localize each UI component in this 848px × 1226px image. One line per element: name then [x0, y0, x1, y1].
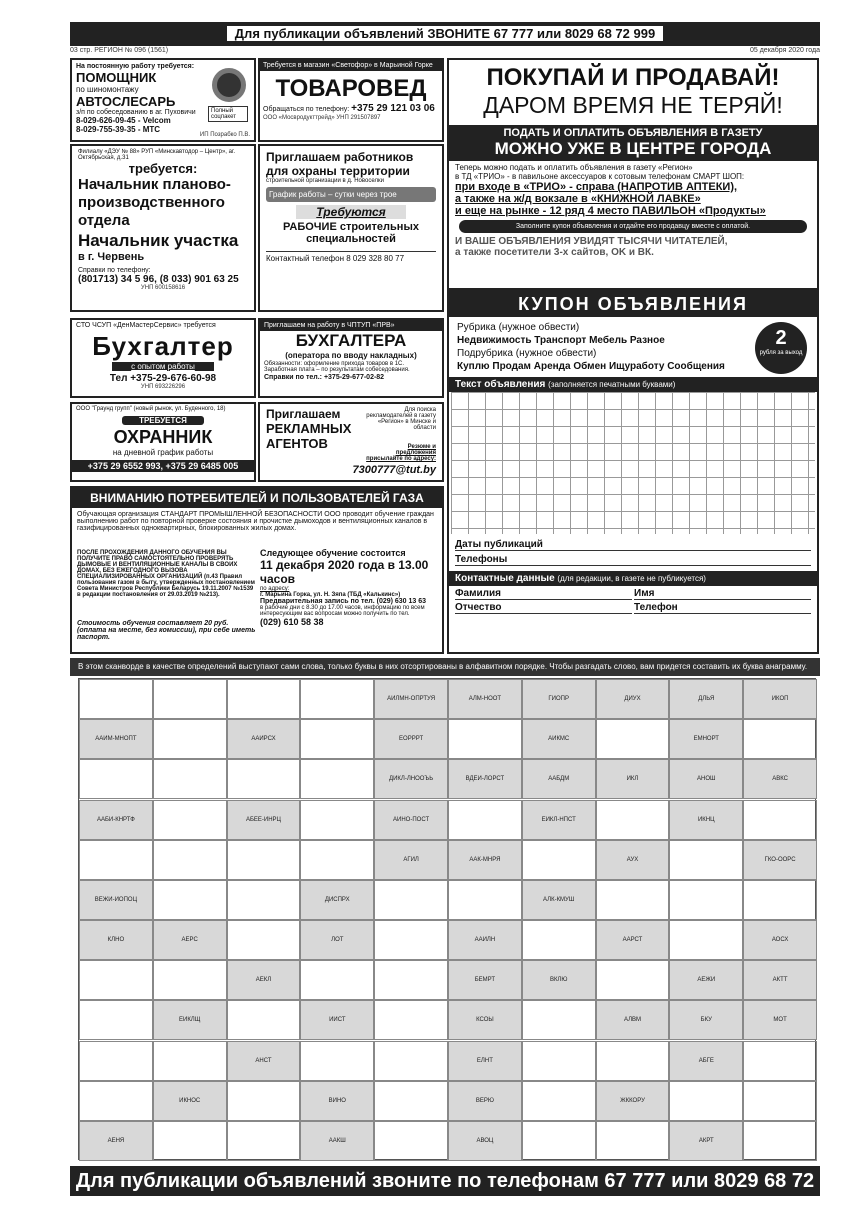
ad-accountant1-sub: с опытом работы [112, 362, 214, 371]
crossword-clue: ААБИ-КНРТФ [79, 800, 153, 840]
gas-notice [70, 486, 444, 654]
promo-line3: при входе в «ТРИО» - справа (НАПРОТИВ АПТЕКИ), [455, 181, 738, 193]
gas-notice-reg: Предварительная запись по тел. (029) 630 13 63 [260, 598, 427, 605]
coupon-text-label: Текст объявления [455, 379, 546, 390]
crossword-clue: АИЛМН-ОПРТУЯ [374, 679, 448, 719]
crossword-cell[interactable] [669, 840, 743, 880]
ad-guard-title: Приглашаем работников для охраны территории [266, 150, 414, 178]
ad-accountant2-top: Приглашаем на работу в ЧПТУП «ПРВ» [260, 320, 442, 331]
crossword-cell[interactable] [153, 960, 227, 1000]
coupon-subrubrics[interactable]: Куплю Продам Аренда Обмен Ищуработу Сообщения [457, 361, 725, 372]
ad-dsu-job1: Начальник планово-производственного отдела [78, 176, 231, 229]
ad-dsu-intro: Филиалу «ДЭУ № 88» РУП «Минскавтодор – Центр», аг. Октябрьская, д.31 [78, 149, 236, 161]
promo-line1: Теперь можно подать и оплатить объявления в газету «Регион» [455, 163, 693, 172]
crossword-clue: ИКНЦ [669, 800, 743, 840]
coupon-dates-label[interactable]: Даты публикаций [455, 539, 811, 551]
crossword-clue: АНСТ [227, 1041, 301, 1081]
gas-notice-next-date: 11 декабря 2020 года в 13.00 часов [260, 558, 429, 586]
coupon-patronymic[interactable]: Отчество [455, 602, 632, 614]
crossword-clue: БЕМРТ [448, 960, 522, 1000]
promo-title2: ДАРОМ ВРЕМЯ НЕ ТЕРЯЙ! [483, 92, 783, 118]
crossword-cell[interactable] [227, 840, 301, 880]
crossword-cell[interactable] [227, 880, 301, 920]
crossword-cell[interactable] [300, 960, 374, 1000]
coupon-subrubric-label: Подрубрика (нужное обвести) [457, 348, 597, 359]
crossword-cell[interactable] [153, 880, 227, 920]
crossword-cell[interactable] [374, 960, 448, 1000]
ad-agents-title1: Приглашаем [266, 407, 341, 421]
tire-icon [212, 68, 246, 102]
crossword-cell[interactable] [79, 1041, 153, 1081]
crossword-cell[interactable] [743, 1121, 817, 1161]
top-banner [70, 22, 820, 46]
ad-security-phones: +375 29 6552 993, +375 29 6485 005 [72, 460, 254, 472]
coupon-contact-hint: (для редакции, в газете не публикуется) [557, 574, 706, 583]
crossword-cell[interactable] [227, 1000, 301, 1040]
crossword-cell[interactable] [596, 800, 670, 840]
ad-security-required: ТРЕБУЕТСЯ [122, 416, 204, 425]
crossword-clue: АУХ [596, 840, 670, 880]
crossword-cell[interactable] [79, 1000, 153, 1040]
gas-notice-address-label: по адресу: [260, 586, 290, 592]
ad-agents-email: 7300777@tut.by [352, 464, 436, 476]
ad-security [70, 402, 256, 482]
promo-bar2: МОЖНО УЖЕ В ЦЕНТРЕ ГОРОДА [449, 139, 817, 161]
coupon [447, 290, 819, 654]
crossword-cell[interactable] [743, 880, 817, 920]
crossword-cell[interactable] [743, 1041, 817, 1081]
ad-accountant2-phone: Справки по тел.: +375-29-677-02-82 [264, 374, 385, 381]
crossword-cell[interactable] [153, 1121, 227, 1161]
crossword-clue: ЕЛНТ [448, 1041, 522, 1081]
ad-merch [258, 58, 444, 142]
crossword-clue: ДЛЬЯ [669, 679, 743, 719]
promo-bar1: ПОДАТЬ И ОПЛАТИТЬ ОБЪЯВЛЕНИЯ В ГАЗЕТУ [449, 125, 817, 139]
ad-merch-phone: +375 29 121 03 06 [351, 103, 435, 114]
crossword-cell[interactable] [300, 800, 374, 840]
gas-notice-body: Обучающая организация СТАНДАРТ ПРОМЫШЛЕННОЙ БЕЗОПАСНОСТИ ООО проводит обучение граждан выполнению работ по повторной проверке состояния и прочистке дымоходов и вентиляционных каналов в газифицированных одноквартирных, блокированных жилых домах. [77, 511, 434, 532]
crossword-cell[interactable] [374, 1000, 448, 1040]
crossword-cell[interactable] [374, 920, 448, 960]
crossword-cell[interactable] [227, 920, 301, 960]
crossword-clue: ЖККОРУ [596, 1081, 670, 1121]
crossword-cell[interactable] [79, 679, 153, 719]
crossword-cell[interactable] [669, 920, 743, 960]
issue-date: 05 декабря 2020 года [749, 47, 820, 54]
ad-dsu-unp: УНП 600158616 [140, 285, 186, 291]
crossword-clue: ЕМНОРТ [669, 719, 743, 759]
crossword-clue: АКТТ [743, 960, 817, 1000]
crossword-cell[interactable] [153, 800, 227, 840]
crossword-clue: ГИОПР [522, 679, 596, 719]
ad-guard-schedule: График работы – сутки через трое [266, 187, 436, 202]
ad-guard [258, 144, 444, 312]
coupon-price-unit: рубля за выход [759, 350, 803, 356]
ad-accountant2-title: БУХГАЛТЕРА [295, 331, 407, 350]
issue-number: 03 стр. РЕГИОН № 096 (1561) [70, 47, 169, 54]
crossword-clue: ВЕРЮ [448, 1081, 522, 1121]
crossword-clue: АБЕЕ-ИНРЦ [227, 800, 301, 840]
crossword-clue: АЛК-КМУШ [522, 880, 596, 920]
crossword-cell[interactable] [153, 840, 227, 880]
crossword-clue: ААКШ [300, 1121, 374, 1161]
crossword-cell[interactable] [596, 719, 670, 759]
ad-merch-company: ООО «Мосвродукттрейд» УНП 291507897 [263, 115, 381, 121]
crossword-clue: ИИСТ [300, 1000, 374, 1040]
promo-block [447, 58, 819, 290]
crossword-clue: АВКС [743, 759, 817, 799]
ad-accountant1-top: СТО ЧСУП «ДенМастерСервис» требуется [76, 322, 216, 329]
crossword-clue: ДИКЛ-ЛНООЪЬ [374, 759, 448, 799]
ad-accountant1-title: Бухгалтер [92, 331, 234, 361]
ad-guard-contact: Контактный телефон 8 029 328 80 77 [266, 251, 436, 263]
ad-guard-required: Требуются [296, 205, 406, 219]
ad-security-title: ОХРАННИК [113, 427, 213, 447]
crossword-cell[interactable] [374, 1121, 448, 1161]
crossword-clue: ИКОП [743, 679, 817, 719]
crossword-cell[interactable] [79, 759, 153, 799]
crossword-clue: АЛМ-НООТ [448, 679, 522, 719]
crossword-clue: АИНО-ПОСТ [374, 800, 448, 840]
crossword-cell[interactable] [522, 920, 596, 960]
coupon-text-hint: (заполняется печатными буквами) [548, 380, 676, 389]
ad-agents-title3: АГЕНТОВ [266, 436, 328, 451]
crossword-clue: АЕЖИ [669, 960, 743, 1000]
crossword-clue: АОСХ [743, 920, 817, 960]
coupon-text-grid[interactable] [451, 392, 815, 534]
crossword-clue: АЕНЯ [79, 1121, 153, 1161]
gas-notice-after: ПОСЛЕ ПРОХОЖДЕНИЯ ДАННОГО ОБУЧЕНИЯ ВЫ ПОЛУЧИТЕ ПРАВО САМОСТОЯТЕЛЬНО ПРОВЕРЯТЬ ДЫМОВЫЕ И ВЕНТИЛЯЦИОННЫЕ КАНАЛЫ В СВОИХ ДОМАХ, БЕЗ ЕЖЕГОДНОГО ВЫЗОВА СПЕЦИАЛИЗИРОВАННЫХ ОРГАНИЗАЦИЙ (п.43 Правил пользования газом в быту, утвержденных постановлением Совета Министров Республики Беларусь 19.11.2007 №1539 в редакции постановления от 29.03.2019 №213). [77, 550, 255, 598]
ad-agents-resume: Резюме и предложения присылайте по адресу: [366, 444, 436, 462]
crossword-cell[interactable] [743, 719, 817, 759]
crossword-clue: ВЕЖИ-ИОПОЦ [79, 880, 153, 920]
coupon-surname[interactable]: Фамилия [455, 588, 632, 600]
crossword-clue: АЕКЛ [227, 960, 301, 1000]
crossword-clue: АВОЦ [448, 1121, 522, 1161]
crossword-cell[interactable] [300, 1041, 374, 1081]
crossword-clue: АИКМС [522, 719, 596, 759]
crossword-clue: ААРСТ [596, 920, 670, 960]
crossword-cell[interactable] [153, 1041, 227, 1081]
ad-guard-sub: строительной организации в д. Новоселки [266, 178, 384, 184]
ad-accountant2 [258, 318, 444, 398]
crossword-clue: МОТ [743, 1000, 817, 1040]
crossword-intro: В этом сканворде в качестве определений выступают сами слова, только буквы в них отсортированы в алфавитном порядке. Чтобы разгадать слово, вам придется составить их буква анаграмму. [70, 658, 820, 676]
crossword-clue: ААК-МНРЯ [448, 840, 522, 880]
crossword-cell[interactable] [743, 1081, 817, 1121]
crossword-clue: КЛНО [79, 920, 153, 960]
crossword-cell[interactable] [448, 880, 522, 920]
crossword-cell[interactable] [79, 960, 153, 1000]
ad-merch-title: ТОВАРОВЕД [275, 75, 427, 102]
ad-agents-desc: Для поиска рекламодателей в газету «Регион» в Минске и области [366, 407, 436, 431]
crossword-clue: АНОШ [669, 759, 743, 799]
crossword-cell[interactable] [227, 1081, 301, 1121]
ad-mechanic-intro: На постоянную работу требуется: [76, 63, 195, 70]
ad-dsu-place: в г. Червень [78, 251, 145, 263]
gas-notice-next-label: Следующее обучение состоится [260, 548, 406, 558]
crossword-clue: ЛОТ [300, 920, 374, 960]
crossword-clue: ААИМ-МНОПТ [79, 719, 153, 759]
crossword-cell[interactable] [374, 1041, 448, 1081]
gas-notice-phone2: (029) 610 58 38 [260, 617, 324, 627]
crossword-clue: ДИУХ [596, 679, 670, 719]
crossword-clue: АБГЕ [669, 1041, 743, 1081]
ad-mechanic-job1: ПОМОЩНИК [76, 70, 157, 85]
crossword-cell[interactable] [596, 1121, 670, 1161]
ad-mechanic-company: ИП Позрабко П.В. [199, 132, 250, 138]
crossword-clue: ААИРСХ [227, 719, 301, 759]
ad-dsu [70, 144, 256, 312]
crossword-clue: ВИНО [300, 1081, 374, 1121]
crossword-clue: АКРТ [669, 1121, 743, 1161]
crossword-cell[interactable] [374, 1081, 448, 1121]
crossword-cell[interactable] [227, 759, 301, 799]
coupon-contact-label: Контактные данные [455, 573, 555, 584]
crossword-clue: ИКНОС [153, 1081, 227, 1121]
promo-coupon-note: Заполните купон объявления и отдайте его продавцу вместе с оплатой. [459, 220, 807, 233]
crossword-clue: ААИЛН [448, 920, 522, 960]
ad-security-top: ООО "Граунд групп" (новый рынок, ул. Буденного, 18) [76, 406, 226, 412]
crossword-cell[interactable] [79, 1081, 153, 1121]
crossword-cell[interactable] [522, 1121, 596, 1161]
ad-accountant1-phone: Тел +375-29-676-60-98 [109, 373, 217, 384]
ad-mechanic [70, 58, 256, 142]
crossword-clue: АЕРС [153, 920, 227, 960]
crossword-cell[interactable] [669, 880, 743, 920]
crossword-cell[interactable] [596, 1041, 670, 1081]
ad-dsu-job2: Начальник участка [78, 231, 239, 250]
crossword-cell[interactable] [522, 1081, 596, 1121]
gas-notice-cost: Стоимость обучения составляет 20 руб. (оплата на месте, без комиссии), при себе иметь паспорт. [77, 620, 256, 641]
top-banner-text: Для публикации объявлений ЗВОНИТЕ 67 777 или 8029 68 72 999 [227, 26, 663, 41]
gas-notice-hours: в рабочие дни с 8.30 до 17.00 часов, информацию по всем интересующим вас вопросам можно получить по тел. [260, 605, 425, 617]
crossword-clue: ИКЛ [596, 759, 670, 799]
promo-line4: а также на ж/д вокзале в «КНИЖНОЙ ЛАВКЕ» [455, 193, 701, 205]
ad-dsu-phones-label: Справки по телефону: [78, 267, 151, 274]
crossword-cell[interactable] [522, 1041, 596, 1081]
coupon-price-badge [755, 322, 807, 374]
ad-agents-title2: РЕКЛАМНЫХ [266, 421, 352, 436]
crossword-cell[interactable] [153, 759, 227, 799]
promo-line5: и еще на рынке - 12 ряд 4 место ПАВИЛЬОН «Продукты» [455, 205, 766, 217]
coupon-phones-label[interactable]: Телефоны [455, 554, 811, 566]
promo-line2: в ТД «ТРИО» - в павильоне аксессуаров к сотовым телефонам СМАРТ ШОП: [455, 172, 745, 181]
crossword-clue: ЕОРРРТ [374, 719, 448, 759]
crossword-cell[interactable] [596, 960, 670, 1000]
ad-accountant1 [70, 318, 256, 398]
crossword-clue: ВКЛЮ [522, 960, 596, 1000]
crossword-clue: ААБДМ [522, 759, 596, 799]
promo-slogan1: И ВАШЕ ОБЪЯВЛЕНИЯ УВИДЯТ ТЫСЯЧИ ЧИТАТЕЛЕЙ, [455, 236, 728, 247]
crossword-clue: БКУ [669, 1000, 743, 1040]
footer-banner: Для публикации объявлений звоните по телефонам 67 777 или 8029 68 72 999 [70, 1166, 820, 1196]
crossword-cell[interactable] [596, 880, 670, 920]
crossword-cell[interactable] [300, 719, 374, 759]
crossword-cell[interactable] [300, 840, 374, 880]
promo-title1: ПОКУПАЙ И ПРОДАВАЙ! [486, 64, 780, 91]
ad-guard-job: РАБОЧИЕ строительных специальностей [283, 221, 419, 245]
crossword-cell[interactable] [153, 719, 227, 759]
crossword-clue: ГКО-ООРС [743, 840, 817, 880]
crossword-clue: КСОЫ [448, 1000, 522, 1040]
ad-mechanic-job2: АВТОСЛЕСАРЬ [76, 94, 176, 109]
ad-mechanic-job1-sub: по шиномонтажу [76, 85, 139, 94]
crossword-clue: ВДЕИ-ЛОРСТ [448, 759, 522, 799]
crossword-clue: ДИСПРХ [300, 880, 374, 920]
ad-merch-top: Требуется в магазин «Светофор» в Марьиной Горке [260, 60, 442, 71]
crossword-cell[interactable] [522, 840, 596, 880]
crossword-cell[interactable] [448, 800, 522, 840]
ad-mechanic-phone1: 8-029-626-09-45 - Velcom [76, 116, 171, 125]
ad-mechanic-phone2: 8-029-755-39-35 - МТС [76, 125, 161, 134]
ad-accountant2-sub: (оператора по вводу накладных) [285, 351, 417, 360]
crossword-cell[interactable] [300, 679, 374, 719]
ad-accountant2-desc: Обязанности: оформление прихода товаров в 1С. Заработная плата – по результатам собеседования. [264, 361, 410, 373]
ad-security-sub: на дневной график работы [112, 448, 214, 457]
crossword-cell[interactable] [153, 679, 227, 719]
ad-dsu-phones: (801713) 34 5 96, (8 033) 901 63 25 [78, 274, 239, 285]
ad-merch-contact-label: Обращаться по телефону: [263, 106, 350, 113]
coupon-phone[interactable]: Телефон [634, 602, 811, 614]
crossword-clue: ЕИКЛЩ [153, 1000, 227, 1040]
coupon-rubric-label: Рубрика (нужное обвести) [457, 322, 580, 333]
crossword-cell[interactable] [227, 679, 301, 719]
ad-mechanic-note: з/п по собеседованию в аг. Пуховичи [76, 109, 196, 116]
crossword-clue: АЛВМ [596, 1000, 670, 1040]
crossword-cell[interactable] [669, 1081, 743, 1121]
crossword-grid [78, 678, 816, 1160]
crossword-cell[interactable] [374, 880, 448, 920]
crossword-cell[interactable] [743, 800, 817, 840]
coupon-price: 2 [775, 327, 787, 349]
coupon-name[interactable]: Имя [634, 588, 811, 600]
gas-notice-title: ВНИМАНИЮ ПОТРЕБИТЕЛЕЙ И ПОЛЬЗОВАТЕЛЕЙ ГАЗА [72, 488, 442, 508]
ad-agents [258, 402, 444, 482]
crossword-cell[interactable] [227, 1121, 301, 1161]
promo-slogan2: а также посетители 3-х сайтов, OK и ВК. [455, 247, 654, 258]
crossword-clue: ЕИКЛ-НПСТ [522, 800, 596, 840]
coupon-title: КУПОН ОБЪЯВЛЕНИЯ [449, 292, 817, 317]
ad-mechanic-badge: Полный соцпакет [208, 106, 248, 122]
crossword-cell[interactable] [79, 840, 153, 880]
ad-dsu-required: требуется: [128, 161, 198, 176]
crossword-cell[interactable] [300, 759, 374, 799]
coupon-rubrics[interactable]: Недвижимость Транспорт Мебель Разное [457, 335, 665, 346]
ad-accountant1-unp: УНП 693226296 [140, 384, 186, 390]
gas-notice-address: г. Марьина Горка, ул. Н. Зяпа (ТБД «Калькинс») [260, 592, 401, 598]
crossword-cell[interactable] [448, 719, 522, 759]
crossword-cell[interactable] [522, 1000, 596, 1040]
crossword-clue: АГИЛ [374, 840, 448, 880]
